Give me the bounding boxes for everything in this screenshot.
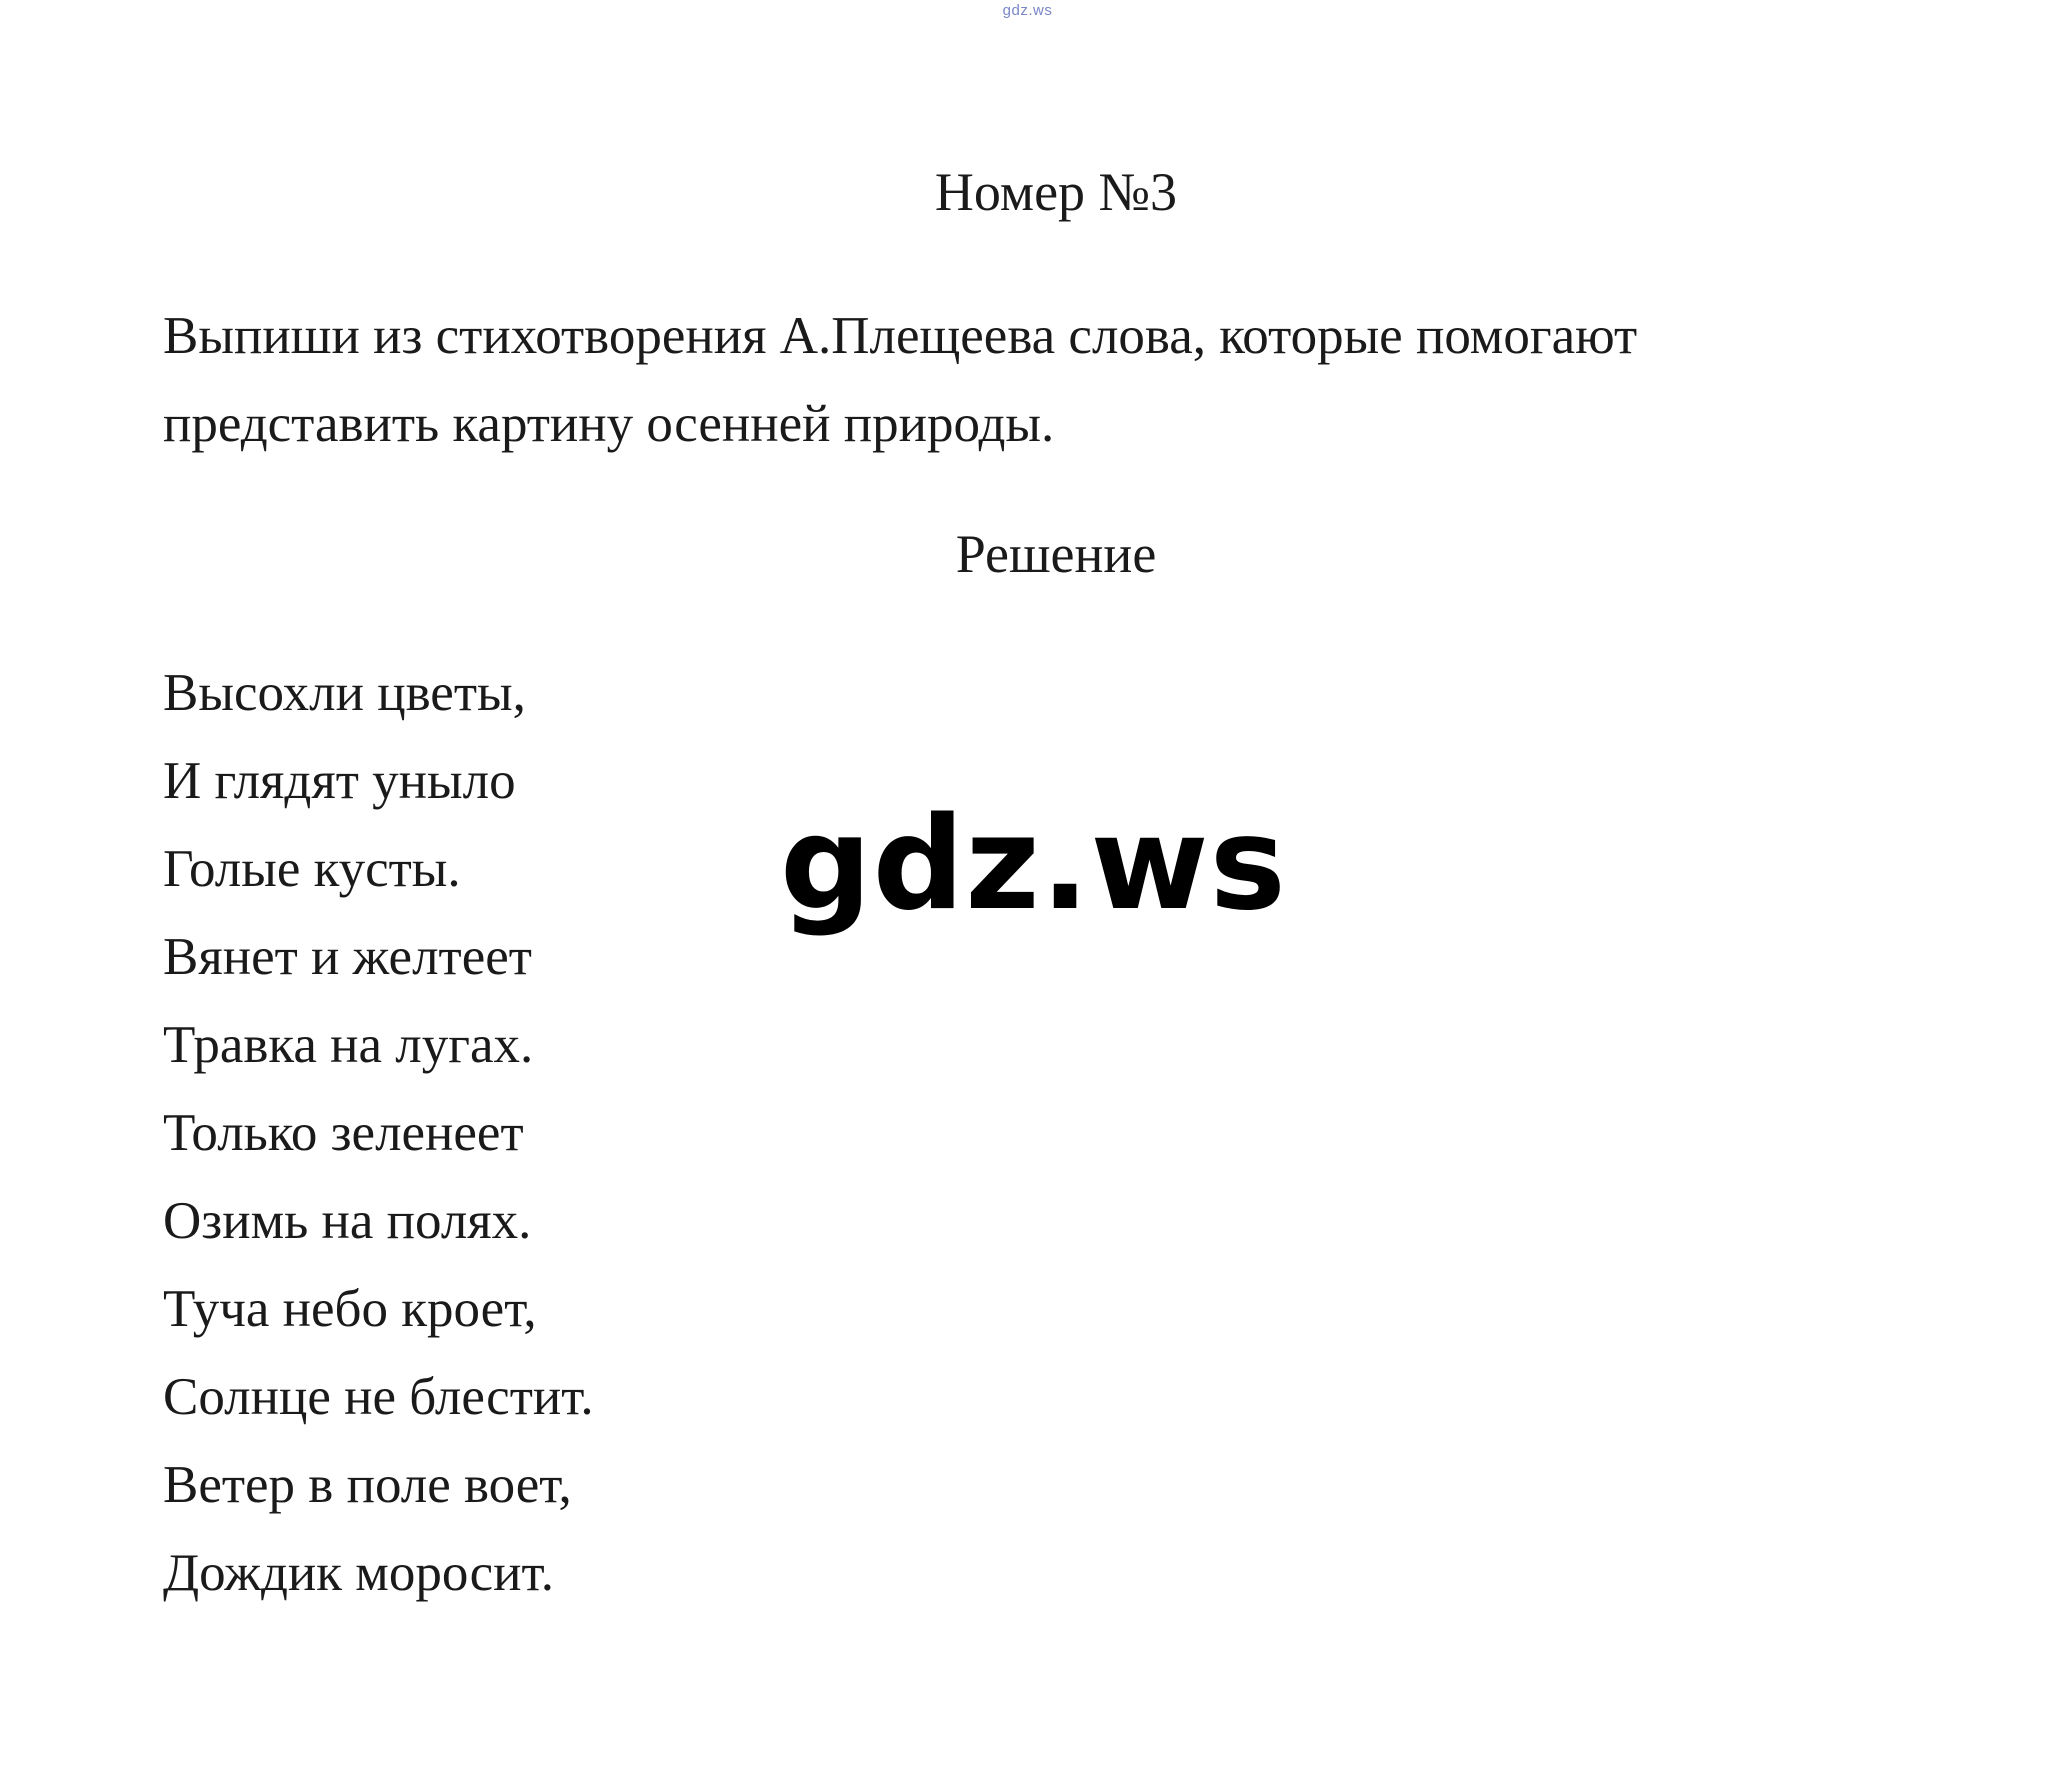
poem-line: Высохли цветы, — [163, 664, 526, 722]
task-line: Выпиши из стихотворения А.Плещеева слова, которые помогают — [163, 307, 1638, 365]
poem-line: Травка на лугах. — [163, 1016, 534, 1074]
task-text — [163, 292, 1963, 468]
page-title: Номер №3 — [934, 162, 1178, 222]
poem-line: Солнце не блестит. — [163, 1368, 594, 1426]
poem-line: Вянет и желтеет — [163, 928, 532, 986]
poem-line: Туча небо кроет, — [163, 1280, 537, 1338]
poem-line: Озимь на полях. — [163, 1192, 532, 1250]
poem-line: И глядят уныло — [163, 752, 516, 810]
poem-line: Дождик моросит. — [163, 1544, 554, 1602]
poem-line: Только зеленеет — [163, 1104, 524, 1162]
solution-title: Решение — [955, 524, 1157, 584]
watermark: gdz.ws — [780, 790, 1287, 939]
source-mark: gdz.ws — [1002, 2, 1053, 19]
task-line: представить картину осенней природы. — [163, 395, 1055, 453]
poem — [163, 649, 594, 1617]
poem-line: Голые кусты. — [163, 840, 461, 898]
poem-line: Ветер в поле воет, — [163, 1456, 572, 1514]
